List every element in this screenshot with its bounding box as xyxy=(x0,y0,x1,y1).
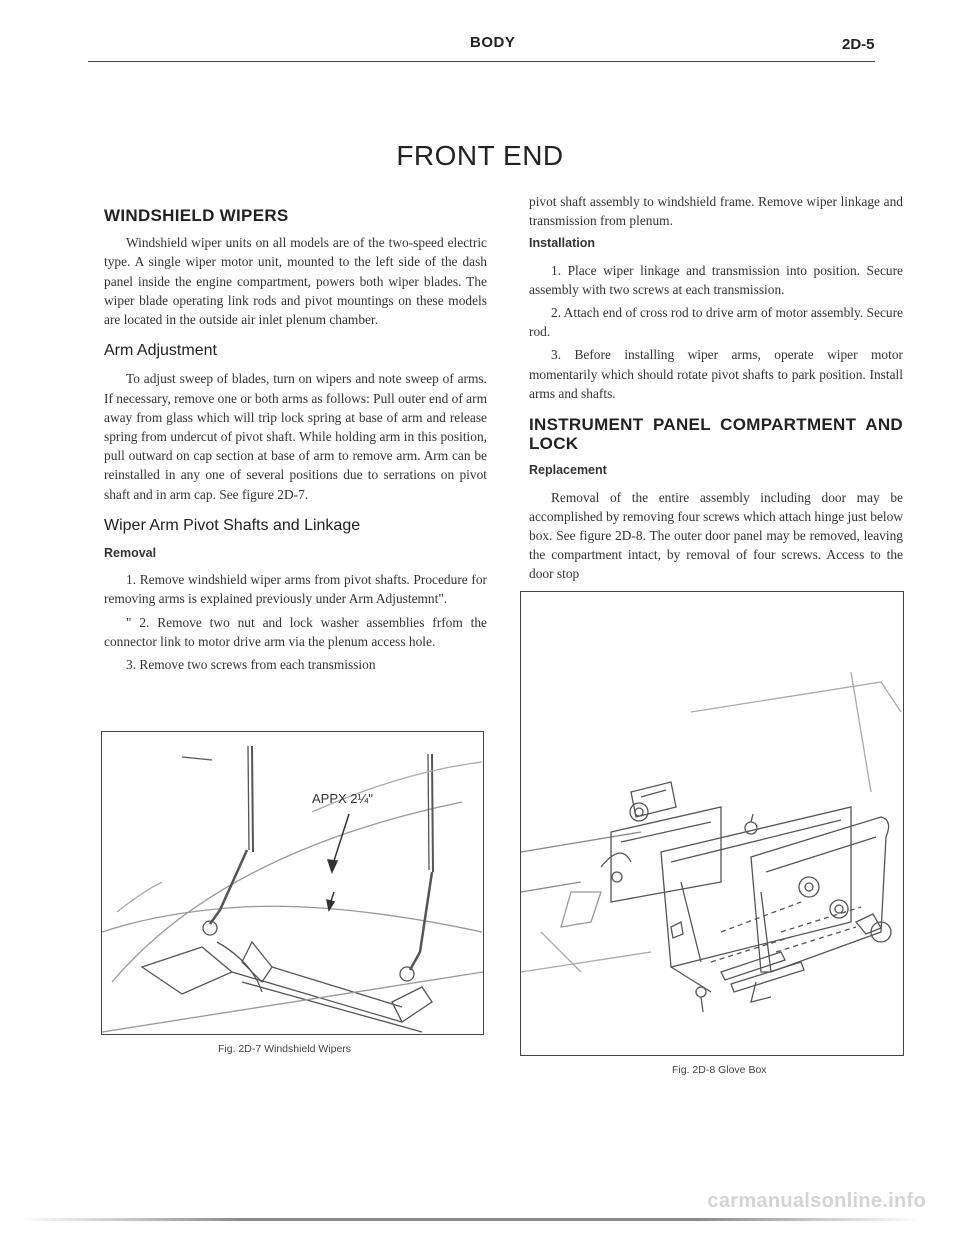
fig7-dimension-label: APPX 2¼" xyxy=(312,791,373,806)
figure-glove-box xyxy=(520,591,904,1056)
wiper-illustration xyxy=(102,732,483,1034)
footer-rule xyxy=(20,1218,920,1221)
figure-windshield-wipers xyxy=(101,731,484,1035)
running-header-title: BODY xyxy=(470,34,516,51)
install-step-1: 1. Place wiper linkage and transmission into position. Secure assembly with two screws at each transmission. xyxy=(529,262,903,297)
paragraph-replacement: Removal of the entire assembly including door may be accomplished by removing four screws which attach hinge just below box. See figure 2D-8. The outer door panel may be removed, leaving the compartment intact, by removal of four screws. Access to the door stop xyxy=(529,489,903,582)
paragraph-arm-adjustment: To adjust sweep of blades, turn on wipers and note sweep of arms. If necessary, remove one or both arms as follows: Pull outer end of arm away from glass which will trip lock spring at base of arm and release spring from undercut of pivot shaft. While holding arm in this position, pull outward on cap section at base of arm to remove arm. Arm can be reinstalled in any one of several positions due to serrations on pivot shaft and in arm cap. See figure 2D-7. xyxy=(104,371,487,502)
heading-arm-adjustment: Arm Adjustment xyxy=(104,342,217,360)
heading-instrument-panel: INSTRUMENT PANEL COMPARTMENT AND LOCK xyxy=(529,415,903,454)
page-number: 2D-5 xyxy=(842,36,875,53)
figure-caption-2d-8: Fig. 2D-8 Glove Box xyxy=(672,1064,767,1076)
heading-removal: Removal xyxy=(104,546,157,561)
glove-box-illustration xyxy=(521,592,903,1055)
header-rule xyxy=(88,61,875,62)
removal-step-2: " 2. Remove two nut and lock washer assemblies frfom the connector link to motor drive arm via the plenum access hole. xyxy=(104,614,487,649)
section-title: FRONT END xyxy=(396,140,564,171)
left-column xyxy=(104,194,487,678)
heading-installation: Installation xyxy=(529,236,595,251)
paragraph-wipers: Windshield wiper units on all models are of the two-speed electric type. A single wiper motor unit, mounted to the left side of the dash panel inside the engine compartment, powers both wiper blades. The wiper blade operating link rods and pivot mountings on these models are located in the outside air inlet plenum chamber. xyxy=(104,235,487,328)
heading-replacement: Replacement xyxy=(529,463,607,478)
figure-caption-2d-7: Fig. 2D-7 Windshield Wipers xyxy=(218,1043,352,1055)
install-step-2: 2. Attach end of cross rod to drive arm of motor assembly. Secure rod. xyxy=(529,305,903,340)
heading-windshield-wipers: WINDSHIELD WIPERS xyxy=(104,206,289,225)
watermark: carmanualsonline.info xyxy=(707,1190,926,1212)
removal-step-3: 3. Remove two screws from each transmission xyxy=(126,657,376,673)
install-step-3: 3. Before installing wiper arms, operate wiper motor momentarily which should rotate pivot shafts to park position. Install arms and shafts. xyxy=(529,347,903,401)
paragraph-continuation: pivot shaft assembly to windshield frame. Remove wiper linkage and transmission from plenum. xyxy=(529,194,903,229)
right-column xyxy=(529,192,903,588)
heading-pivot-shafts: Wiper Arm Pivot Shafts and Linkage xyxy=(104,516,361,534)
removal-step-1: 1. Remove windshield wiper arms from pivot shafts. Procedure for removing arms is explained previously under Arm Adjustemnt". xyxy=(104,572,487,607)
